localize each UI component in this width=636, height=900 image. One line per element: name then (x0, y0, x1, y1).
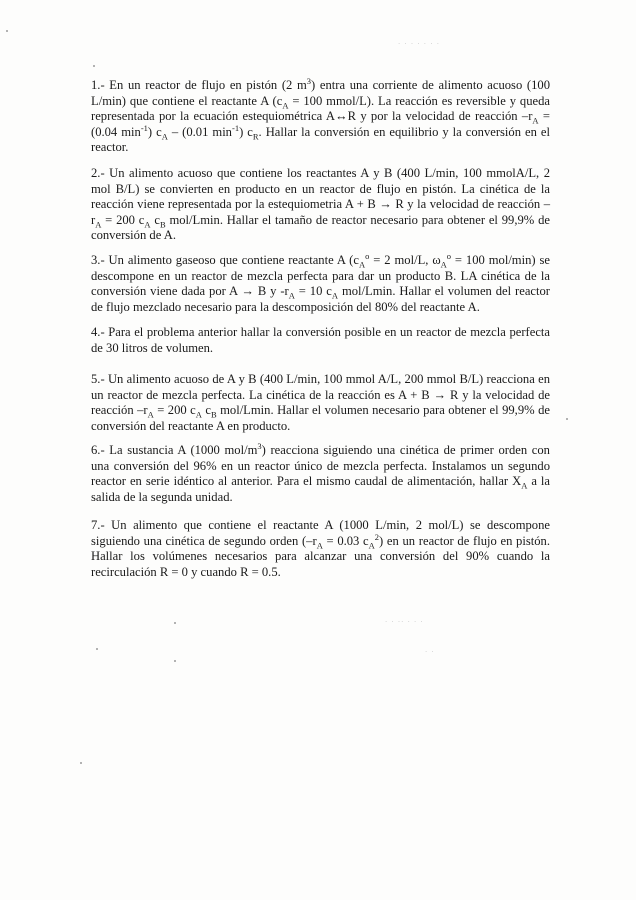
problem-2-text: c (150, 212, 160, 227)
subscript: A (144, 219, 151, 230)
problem-6-text: a la salida de la segunda unidad. (91, 474, 551, 504)
problem-1-text: = (0.04 min (91, 109, 550, 139)
superscript: 3 (257, 440, 262, 451)
subscript: A (316, 540, 323, 551)
problem-2-text: = 200 c (101, 212, 145, 227)
scan-speck (566, 418, 568, 420)
subscript: A (288, 290, 295, 301)
subscript: A (147, 409, 154, 420)
problem-1-text: = 100 mmol/L). La reacción es reversible y queda representada por la ecuación estequiométrica A↔R y por la velocidad de reacción –r (91, 93, 551, 123)
problem-3-text: mol/Lmin. Hallar el volumen del reactor de flujo mezclado necesario para la descomposición del 80% del reactante A. (91, 284, 550, 314)
problem-5-text: c (201, 403, 211, 417)
subscript: A (95, 219, 102, 230)
superscript: 3 (306, 75, 312, 86)
problem-1-text: ) c (239, 124, 253, 139)
problem-7-text: = 0.03 c (322, 533, 369, 548)
problem-5 (91, 372, 550, 434)
problem-1-text: ) entra una corriente de alimento acuoso (100 L/min) que contiene el reactante A (c (91, 78, 550, 108)
problem-7-text: 7.- Un alimento que contiene el reactante A (1000 L/min, 2 mol/L) se descompone siguiendo una cinética de segundo orden (–r (91, 518, 550, 548)
problem-2-text: mol/Lmin. Hallar el tamaño de reactor necesario para obtener el 99,9% de conversión de A. (91, 212, 550, 242)
problem-3-text: = 2 mol/L, ω (369, 253, 441, 267)
problem-1-text: – (0.01 min (167, 124, 232, 139)
superscript: o (446, 250, 452, 261)
problem-4 (91, 325, 550, 356)
problem-1-text: ) c (147, 124, 162, 139)
subscript: A (331, 290, 339, 301)
problem-5-text: 5.- Un alimento acuoso de A y B (400 L/min, 100 mmol A/L, 200 mmol B/L) reacciona en un reactor de mezcla perfecta. La cinética de la reacción es A + B → R y la velocidad de reacción –r (91, 372, 550, 417)
scan-smudge: · · ·· · · · (385, 618, 424, 626)
scan-speck (96, 648, 98, 650)
problem-1 (91, 75, 551, 156)
problem-3-text: = 10 c (294, 284, 332, 298)
subscript: A (521, 480, 528, 491)
subscript: A (440, 259, 447, 270)
problem-1-text: 1.- En un reactor de flujo en pistón (2 m (91, 78, 307, 92)
subscript: A (532, 115, 539, 126)
problem-6 (91, 440, 551, 505)
problem-5-text: = 200 c (153, 403, 196, 417)
problem-2 (91, 166, 550, 244)
problem-3 (91, 250, 550, 315)
problem-2-text: 2.- Un alimento acuoso que contiene los reactantes A y B (400 L/min, 100 mmolA/L, 2 mol B/L) se convierten en producto en un reactor de flujo en pistón. La cinética de la reacción viene representada por la estequiometria A + B → R y la velocidad de reacción –r (91, 166, 550, 227)
scan-speck (174, 622, 176, 624)
problem-1-text: . Hallar la conversión en equilibrio y la conversión en el reactor. (91, 124, 550, 154)
subscript: B (210, 409, 217, 420)
subscript: A (161, 131, 168, 142)
superscript: o (365, 250, 370, 261)
problem-5-text: mol/Lmin. Hallar el volumen necesario para obtener el 99,9% de conversión del reactante A en producto. (91, 403, 550, 433)
problem-7-text: ) en un reactor de flujo en pistón. Hallar los volúmenes necesarios para alcanzar una conversión del 90% cuando la recirculación R = 0 y cuando R = 0.5. (91, 533, 550, 579)
problem-6-text: ) reacciona siguiendo una cinética de primer orden con una conversión del 96% en un reactor único de mezcla perfecta. Instalamos un segundo reactor en serie idéntico al anterior. Para el mismo caudal de alimentación, hallar X (91, 443, 550, 488)
scan-speck (6, 30, 8, 32)
scan-speck (174, 660, 176, 662)
problem-7 (91, 518, 550, 580)
scan-speck (93, 65, 95, 67)
subscript: A (282, 100, 289, 111)
scan-smudge: · · (425, 648, 435, 656)
problem-3-text: = 100 mol/min) se descompone en un reactor de mezcla perfecta para dar un producto B. LA cinética de la conversión viene dada por A → B y -r (91, 253, 550, 298)
superscript: -1 (140, 122, 148, 133)
superscript: 2 (374, 531, 380, 542)
problem-6-text: 6.- La sustancia A (1000 mol/m (91, 443, 258, 457)
subscript: A (358, 259, 366, 270)
scan-smudge: · · · · · · · (398, 40, 440, 48)
subscript: A (195, 409, 202, 420)
subscript: R (252, 131, 259, 142)
scan-speck (80, 762, 82, 764)
subscript: A (368, 540, 375, 551)
superscript: -1 (231, 122, 240, 133)
problem-4-text: 4.- Para el problema anterior hallar la conversión posible en un reactor de mezcla perfecta de 30 litros de volumen. (91, 325, 550, 355)
subscript: B (159, 219, 166, 230)
problem-3-text: 3.- Un alimento gaseoso que contiene reactante A (c (91, 253, 359, 267)
